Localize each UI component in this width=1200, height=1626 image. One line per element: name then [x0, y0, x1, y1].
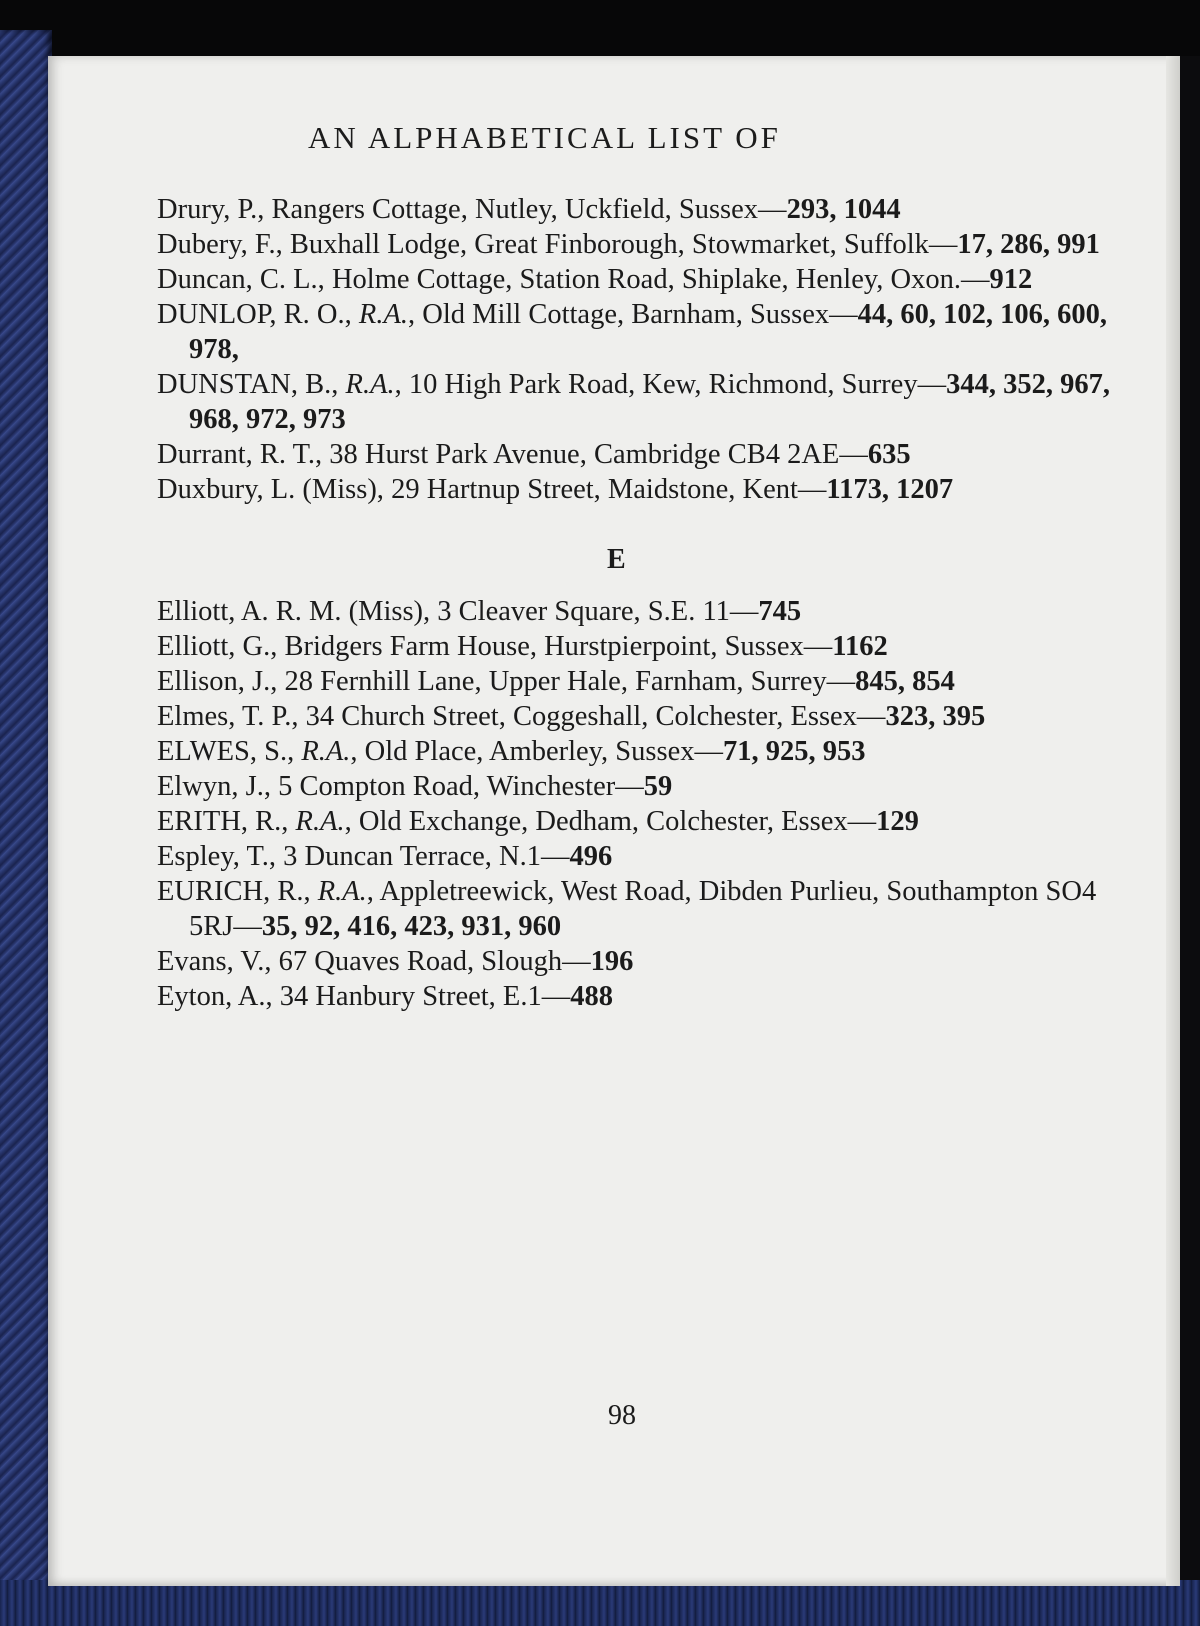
entry-numbers: 17, 286, 991	[957, 229, 1100, 260]
entry-name: EURICH, R.,	[157, 876, 318, 907]
entry-address: 3 Duncan Terrace, N.1—	[283, 841, 570, 872]
entry-address: Rangers Cottage, Nutley, Uckfield, Sussex—	[271, 194, 787, 225]
entry-address: 29 Hartnup Street, Maidstone, Kent—	[391, 474, 827, 505]
list-entry	[157, 944, 1137, 979]
entry-numbers: 323, 395	[885, 701, 986, 732]
entry-name: Drury, P.,	[157, 194, 272, 225]
entry-name: Espley, T.,	[157, 841, 284, 872]
entry-address: , Appletreewick, West Road, Dibden Purlieu, Southampton SO4 5RJ—	[189, 876, 1097, 942]
list-entry	[157, 472, 1137, 507]
entry-name: Eyton, A.,	[157, 981, 280, 1012]
entry-numbers: 488	[570, 981, 613, 1012]
entry-name: Durrant, R. T.,	[157, 439, 330, 470]
entry-address: Buxhall Lodge, Great Finborough, Stowmarket, Suffolk—	[289, 229, 958, 260]
list-entry	[157, 629, 1137, 664]
list-entry	[157, 367, 1137, 437]
entry-numbers: 129	[876, 806, 919, 837]
list-entry	[157, 437, 1137, 472]
list-entry	[157, 227, 1137, 262]
entry-name: Elwyn, J.,	[157, 771, 279, 802]
list-entry	[157, 699, 1137, 734]
entry-address: 34 Church Street, Coggeshall, Colchester, Essex—	[305, 701, 886, 732]
entry-address: , 10 High Park Road, Kew, Richmond, Surrey—	[394, 369, 947, 400]
entry-address: , Old Place, Amberley, Sussex—	[350, 736, 723, 767]
entry-numbers: 59	[643, 771, 673, 802]
entry-name: Duncan, C. L.,	[157, 264, 332, 295]
entry-name: ERITH, R.,	[157, 806, 296, 837]
entry-numbers: 71, 925, 953	[722, 736, 866, 767]
list-entry	[157, 192, 1137, 227]
entry-name: Elliott, G.,	[157, 631, 285, 662]
entry-name: Dubery, F.,	[157, 229, 290, 260]
list-entry	[157, 594, 1137, 629]
entry-numbers: 845, 854	[855, 666, 955, 697]
entry-name: Elliott, A. R. M. (Miss),	[157, 596, 438, 627]
entry-name: Elmes, T. P.,	[157, 701, 306, 732]
entry-numbers: 35, 92, 416, 423, 931, 960	[261, 911, 562, 942]
entry-numbers: 196	[590, 946, 634, 977]
list-entry	[157, 769, 1137, 804]
entry-name: DUNSTAN, B.,	[157, 369, 346, 400]
list-entry	[157, 262, 1137, 297]
list-entry	[157, 874, 1137, 944]
page-edge	[1166, 56, 1180, 1586]
section-letter: E	[607, 544, 626, 575]
page-heading: AN ALPHABETICAL LIST OF	[308, 120, 781, 155]
list-entry	[157, 839, 1137, 874]
entry-address: 28 Fernhill Lane, Upper Hale, Farnham, Surrey—	[284, 666, 856, 697]
entry-numbers: 293, 1044	[786, 194, 901, 225]
entries-section-d	[157, 192, 1137, 507]
book-cover-bottom	[0, 1580, 1200, 1626]
entry-numbers: 1173, 1207	[826, 474, 954, 505]
entry-address: Bridgers Farm House, Hurstpierpoint, Sussex—	[284, 631, 833, 662]
entry-numbers: 635	[867, 439, 911, 470]
entry-numbers: 496	[569, 841, 613, 872]
list-entry	[157, 979, 1137, 1014]
entry-title: R.A.	[358, 299, 408, 330]
entry-address: 5 Compton Road, Winchester—	[278, 771, 644, 802]
entries-section-e	[157, 594, 1137, 1014]
list-entry	[157, 297, 1137, 367]
entry-numbers: 745	[758, 596, 802, 627]
entry-name: Ellison, J.,	[157, 666, 285, 697]
entry-title: R.A.	[301, 736, 351, 767]
entry-name: Evans, V.,	[157, 946, 279, 977]
entry-numbers: 344, 352, 967, 968, 972, 973	[189, 369, 1110, 435]
list-entry	[157, 664, 1137, 699]
entry-address: Holme Cottage, Station Road, Shiplake, Henley, Oxon.—	[331, 264, 990, 295]
entry-title: R.A.	[295, 806, 345, 837]
entry-name: DUNLOP, R. O.,	[157, 299, 359, 330]
entry-numbers: 1162	[832, 631, 888, 662]
entry-name: ELWES, S.,	[157, 736, 302, 767]
entry-name: Duxbury, L. (Miss),	[157, 474, 392, 505]
list-entry	[157, 734, 1137, 769]
entry-address: 34 Hanbury Street, E.1—	[279, 981, 571, 1012]
directory-list	[157, 192, 1137, 1014]
scan-top-background	[0, 0, 1200, 56]
entry-numbers: 44, 60, 102, 106, 600, 978,	[189, 299, 1107, 365]
entry-address: , Old Exchange, Dedham, Colchester, Essex—	[344, 806, 877, 837]
entry-title: R.A.	[345, 369, 395, 400]
entry-address: , Old Mill Cottage, Barnham, Sussex—	[407, 299, 858, 330]
entry-address: 38 Hurst Park Avenue, Cambridge CB4 2AE—	[329, 439, 868, 470]
list-entry	[157, 804, 1137, 839]
book-binding	[0, 30, 52, 1590]
entry-address: 3 Cleaver Square, S.E. 11—	[437, 596, 759, 627]
page-number: 98	[608, 1400, 636, 1431]
entry-numbers: 912	[989, 264, 1033, 295]
entry-title: R.A.	[317, 876, 367, 907]
entry-address: 67 Quaves Road, Slough—	[278, 946, 591, 977]
